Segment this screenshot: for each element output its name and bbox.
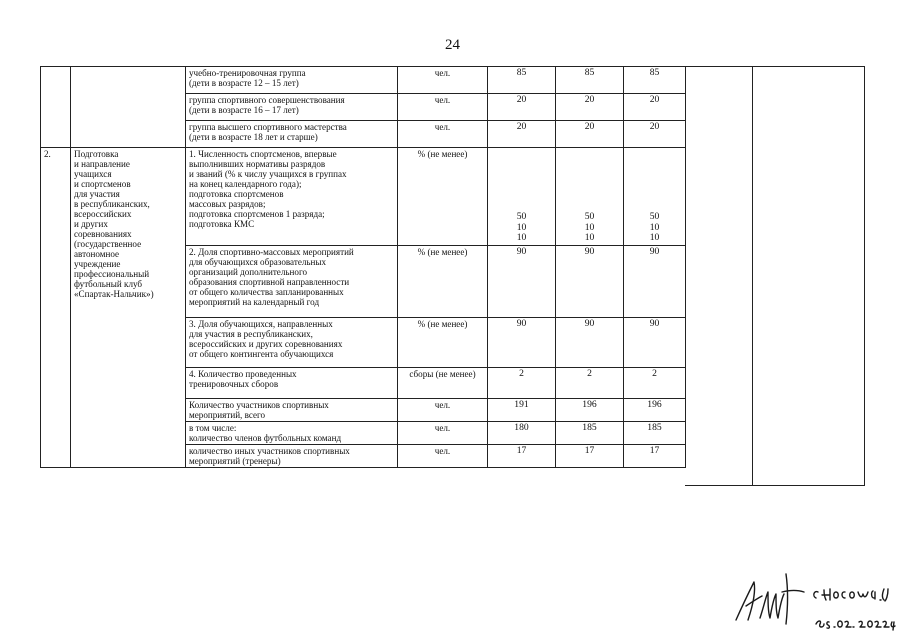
direction-line: и спортсменов (74, 179, 131, 189)
value: 180 (514, 422, 529, 433)
indicator-line: тренировочных сборов (189, 379, 279, 389)
value: 191 (514, 399, 529, 410)
value-cell (556, 399, 624, 422)
value: 85 (516, 67, 527, 78)
indicator-line: массовых разрядов; (189, 199, 266, 209)
value-cell (488, 368, 556, 399)
value-cell (624, 422, 686, 445)
value: 2 (587, 368, 592, 379)
table-row (41, 67, 686, 94)
value: 10 (516, 231, 527, 243)
direction-line: для участия (74, 189, 120, 199)
value: 196 (647, 399, 662, 410)
value: 90 (584, 246, 595, 257)
value-cell (488, 67, 556, 94)
indicator-line: от общего контингента обучающихся (189, 349, 334, 359)
indicator-line: (дети в возрасте 18 лет и старше) (189, 132, 318, 142)
unit-cell: % (не менее) (398, 148, 488, 246)
value: 10 (516, 221, 527, 233)
indicator-line: выполнивших нормативы разрядов (189, 159, 326, 169)
value-cell (624, 246, 686, 318)
indicator-line: группа высшего спортивного мастерства (189, 122, 347, 132)
value: 20 (516, 121, 527, 132)
indicator-line: организаций дополнительного (189, 267, 307, 277)
value-cell (488, 422, 556, 445)
value-cell (556, 318, 624, 368)
value-cell (556, 148, 624, 246)
value-cell (556, 368, 624, 399)
indicator-cell (186, 422, 398, 445)
indicator-line: 3. Доля обучающихся, направленных (189, 319, 333, 329)
indicator-line: 4. Количество проведенных (189, 369, 297, 379)
direction-line: футбольный клуб (74, 279, 143, 289)
section-direction-cell (71, 148, 186, 468)
direction-line: и других (74, 219, 108, 229)
value: 17 (516, 445, 527, 456)
value: 196 (582, 399, 597, 410)
direction-line: «Спартак-Нальчик») (74, 289, 154, 299)
value: 90 (516, 318, 527, 329)
value-cell (488, 121, 556, 148)
handwritten-signature (732, 562, 902, 632)
value-cell (624, 121, 686, 148)
indicator-line: 1. Численность спортсменов, впервые (189, 149, 337, 159)
direction-line: в республиканских, (74, 199, 150, 209)
value-cell (488, 94, 556, 121)
indicators-table (40, 66, 686, 468)
value-cell (556, 422, 624, 445)
indicator-cell (186, 121, 398, 148)
value: 2 (519, 368, 524, 379)
value: 20 (584, 121, 595, 132)
indicator-line: (дети в возрасте 12 – 15 лет) (189, 78, 299, 88)
value-cell (488, 318, 556, 368)
indicator-line: на конец календарного года); (189, 179, 302, 189)
indicator-line: всероссийских и других соревнованиях (189, 339, 343, 349)
direction-line: Подготовка (74, 149, 119, 159)
direction-line: и направление (74, 159, 130, 169)
indicator-line: 2. Доля спортивно-массовых мероприятий (189, 247, 354, 257)
value-cell (488, 246, 556, 318)
value-cell (556, 94, 624, 121)
indicator-line: от общего количества запланированных (189, 287, 344, 297)
table-row (41, 148, 686, 246)
indicator-line: количество иных участников спортивных (189, 446, 350, 456)
indicator-line: образования спортивной направленности (189, 277, 350, 287)
indicator-cell (186, 445, 398, 468)
value: 10 (649, 221, 660, 233)
page-number: 24 (445, 37, 460, 53)
value: 185 (582, 422, 597, 433)
value-cell (488, 399, 556, 422)
indicator-cell (186, 148, 398, 246)
indicator-line: и званий (% к числу учащихся в группах (189, 169, 347, 179)
value: 90 (649, 246, 660, 257)
direction-line: профессиональный (74, 269, 150, 279)
value-cell (624, 399, 686, 422)
value: 50 (516, 211, 527, 223)
value: 85 (584, 67, 595, 78)
value-cell (488, 148, 556, 246)
unit-cell: чел. (398, 399, 488, 422)
indicator-line: подготовка КМС (189, 219, 255, 229)
value-cell (488, 445, 556, 468)
empty-column-2 (753, 66, 865, 486)
value: 90 (649, 318, 660, 329)
indicator-line: подготовка спортсменов 1 разряда; (189, 209, 325, 219)
value: 10 (649, 231, 660, 243)
value: 85 (649, 67, 660, 78)
indicator-cell (186, 318, 398, 368)
indicator-line: группа спортивного совершенствования (189, 95, 345, 105)
value: 20 (584, 94, 595, 105)
indicator-line: Количество участников спортивных (189, 400, 329, 410)
indicator-line: для обучающихся образовательных (189, 257, 327, 267)
unit-cell: чел. (398, 94, 488, 121)
indicator-line: (дети в возрасте 16 – 17 лет) (189, 105, 299, 115)
section-number-cell (41, 148, 71, 468)
direction-line: (государственное (74, 239, 142, 249)
value: 90 (516, 246, 527, 257)
value: 10 (584, 221, 595, 233)
direction-line: учащихся (74, 169, 112, 179)
direction-line: автономное (74, 249, 120, 259)
value-cell (624, 94, 686, 121)
value-cell (624, 67, 686, 94)
indicator-line: мероприятий (тренеры) (189, 456, 281, 466)
indicator-cell (186, 94, 398, 121)
indicator-line: в том числе: (189, 423, 237, 433)
value-cell (556, 67, 624, 94)
unit-cell: чел. (398, 67, 488, 94)
number-cell (41, 67, 71, 148)
indicator-cell (186, 67, 398, 94)
indicator-cell (186, 246, 398, 318)
value: 20 (649, 94, 660, 105)
indicator-cell (186, 399, 398, 422)
value-cell (624, 368, 686, 399)
value: 90 (584, 318, 595, 329)
indicator-line: мероприятий на календарный год (189, 297, 320, 307)
indicator-line: мероприятий, всего (189, 410, 266, 420)
direction-line: всероссийских (74, 209, 132, 219)
indicator-line: количество членов футбольных команд (189, 433, 342, 443)
value: 50 (584, 211, 595, 223)
indicator-line: подготовка спортсменов (189, 189, 284, 199)
value: 20 (649, 121, 660, 132)
unit-cell: чел. (398, 422, 488, 445)
direction-line: соревнованиях (74, 229, 132, 239)
unit-cell: чел. (398, 121, 488, 148)
unit-cell: % (не менее) (398, 246, 488, 318)
value-cell (624, 148, 686, 246)
value-cell (624, 318, 686, 368)
unit-cell: чел. (398, 445, 488, 468)
empty-column-1 (685, 66, 753, 486)
value: 50 (649, 211, 660, 223)
unit-cell: % (не менее) (398, 318, 488, 368)
value: 185 (647, 422, 662, 433)
value: 17 (584, 445, 595, 456)
direction-cell (71, 67, 186, 148)
value: 17 (649, 445, 660, 456)
unit-cell: сборы (не менее) (398, 368, 488, 399)
indicator-line: для участия в республиканских, (189, 329, 313, 339)
value-cell (556, 445, 624, 468)
section-number: 2. (44, 149, 51, 159)
value-cell (556, 121, 624, 148)
value-cell (556, 246, 624, 318)
value: 10 (584, 231, 595, 243)
value: 20 (516, 94, 527, 105)
direction-line: учреждение (74, 259, 121, 269)
value: 2 (652, 368, 657, 379)
value-cell (624, 445, 686, 468)
indicator-line: учебно-тренировочная группа (189, 68, 306, 78)
indicator-cell (186, 368, 398, 399)
